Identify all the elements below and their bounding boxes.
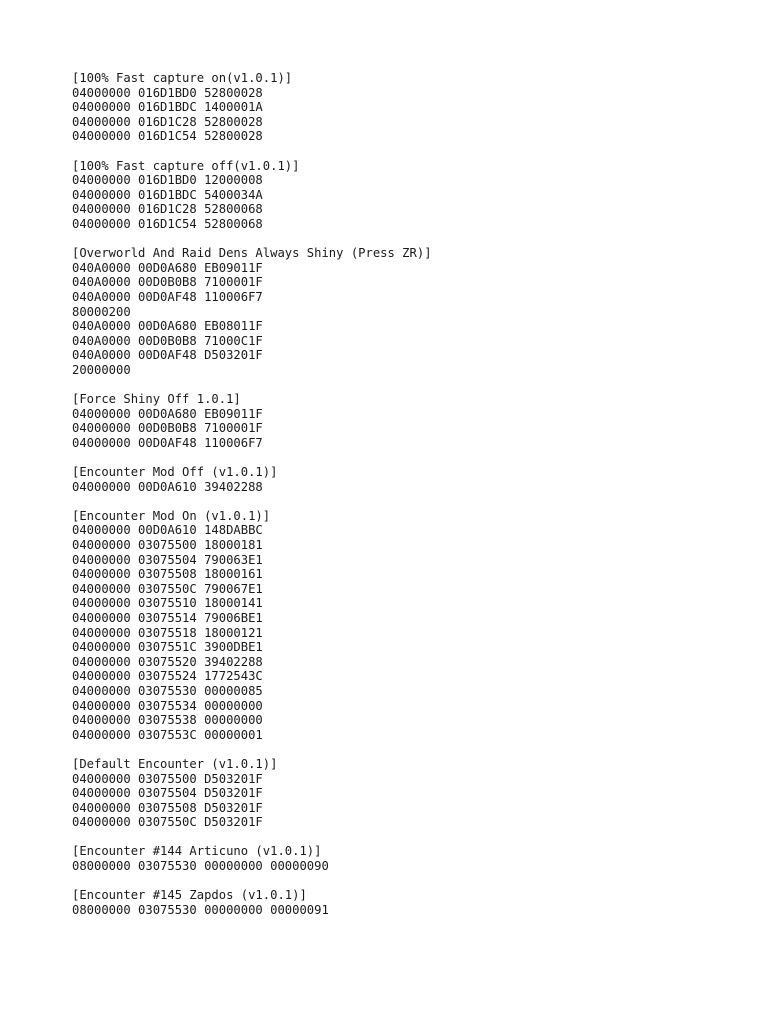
cheat-code-line: 04000000 016D1BDC 5400034A [72, 187, 263, 202]
cheat-title: [Encounter Mod On (v1.0.1)] [72, 508, 271, 523]
cheat-title: [100% Fast capture on(v1.0.1)] [72, 71, 293, 85]
cheat-code-line: 20000000 [72, 362, 131, 377]
cheat-code-line: 040A0000 00D0B0B8 7100001F [72, 275, 263, 290]
cheat-code-line: 040A0000 00D0AF48 110006F7 [72, 289, 263, 304]
cheat-code-line: 08000000 03075530 00000000 00000090 [72, 859, 329, 874]
cheat-block [72, 844, 752, 873]
cheat-code-line: 04000000 03075504 D503201F [72, 786, 263, 801]
cheat-code-line: 04000000 03075508 D503201F [72, 800, 263, 815]
cheat-code-line: 04000000 0307551C 3900DBE1 [72, 640, 263, 655]
cheat-code-line: 04000000 016D1C54 52800028 [72, 129, 263, 144]
cheat-code-line: 04000000 016D1BD0 52800028 [72, 85, 263, 100]
cheat-code-line: 04000000 03075500 18000181 [72, 538, 263, 552]
cheat-code-line: 04000000 00D0B0B8 7100001F [72, 421, 263, 436]
cheat-code-line: 04000000 0307550C 790067E1 [72, 581, 263, 596]
cheat-title: [Encounter #144 Articuno (v1.0.1)] [72, 844, 322, 859]
cheat-block [72, 888, 752, 917]
cheat-block [72, 465, 752, 494]
cheat-title: [Default Encounter (v1.0.1)] [72, 756, 278, 771]
cheat-code-line: 04000000 016D1C28 52800028 [72, 114, 263, 129]
cheat-code-line: 04000000 00D0A680 EB09011F [72, 406, 263, 421]
cheat-code-line: 04000000 03075530 00000085 [72, 683, 263, 698]
cheat-code-line: 04000000 016D1C28 52800068 [72, 202, 263, 217]
cheat-code-line: 04000000 00D0A610 39402288 [72, 479, 263, 494]
cheat-code-line: 04000000 03075538 00000000 [72, 713, 263, 728]
cheat-code-line: 04000000 03075518 18000121 [72, 625, 263, 640]
cheat-code-line: 04000000 03075508 18000161 [72, 567, 263, 582]
cheat-code-line: 04000000 03075510 18000141 [72, 596, 263, 611]
cheat-code-line: 040A0000 00D0AF48 D503201F [72, 348, 263, 363]
cheat-title: [Encounter Mod Off (v1.0.1)] [72, 465, 278, 480]
cheat-block [72, 159, 752, 232]
cheat-code-line: 04000000 00D0A610 148DABBC [72, 523, 263, 538]
cheat-title: [Force Shiny Off 1.0.1] [72, 392, 241, 407]
cheat-title: [100% Fast capture off(v1.0.1)] [72, 158, 300, 173]
cheat-block [72, 392, 752, 450]
cheat-code-line: 040A0000 00D0B0B8 71000C1F [72, 333, 263, 348]
cheat-code-line: 04000000 0307550C D503201F [72, 815, 263, 830]
cheat-code-line: 04000000 016D1C54 52800068 [72, 216, 263, 231]
cheat-code-line: 80000200 [72, 304, 131, 319]
cheat-code-line: 04000000 03075534 00000000 [72, 698, 263, 713]
cheat-code-line: 04000000 00D0AF48 110006F7 [72, 435, 263, 450]
cheat-code-line: 04000000 03075500 D503201F [72, 771, 263, 786]
cheat-block [72, 246, 752, 377]
cheat-block [72, 509, 752, 743]
cheat-code-line: 08000000 03075530 00000000 00000091 [72, 902, 329, 917]
cheat-block [72, 757, 752, 830]
cheat-code-line: 040A0000 00D0A680 EB08011F [72, 319, 263, 334]
cheat-code-line: 04000000 016D1BDC 1400001A [72, 100, 263, 115]
cheat-code-document [72, 71, 752, 932]
cheat-code-line: 040A0000 00D0A680 EB09011F [72, 260, 263, 275]
cheat-code-line: 04000000 03075514 79006BE1 [72, 610, 263, 625]
cheat-code-line: 04000000 03075524 1772543C [72, 669, 263, 684]
cheat-code-line: 04000000 0307553C 00000001 [72, 727, 263, 742]
cheat-code-line: 04000000 03075520 39402288 [72, 654, 263, 669]
cheat-code-line: 04000000 016D1BD0 12000008 [72, 173, 263, 188]
cheat-code-line: 04000000 03075504 790063E1 [72, 552, 263, 567]
cheat-title: [Overworld And Raid Dens Always Shiny (Press ZR)] [72, 246, 432, 261]
cheat-block [72, 71, 752, 144]
cheat-title: [Encounter #145 Zapdos (v1.0.1)] [72, 888, 307, 903]
